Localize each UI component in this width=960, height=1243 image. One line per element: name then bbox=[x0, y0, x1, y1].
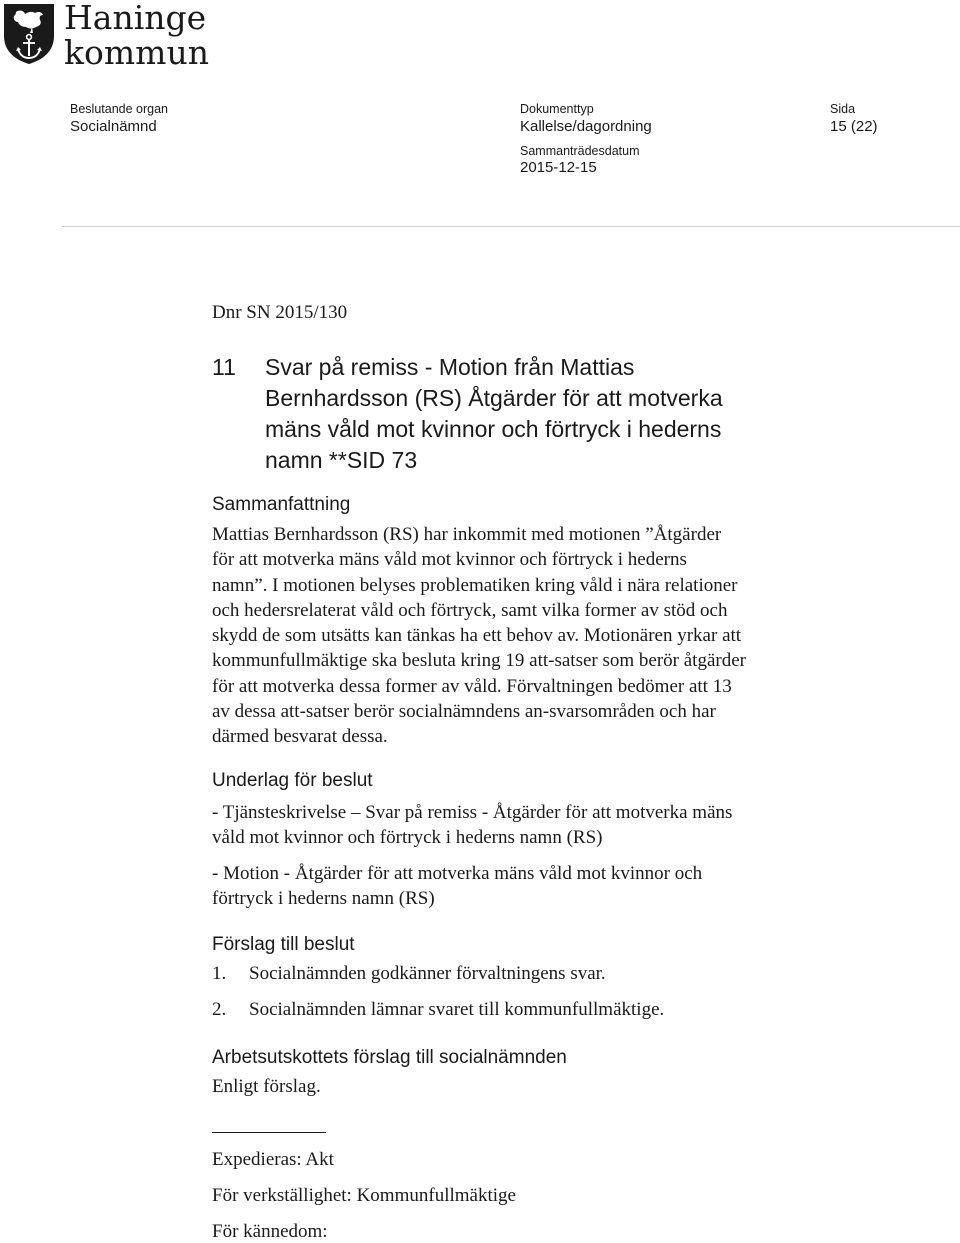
item-title-line: Bernhardsson (RS) Åtgärder för att motverka bbox=[265, 385, 723, 411]
page-number: 15 (22) bbox=[830, 118, 878, 135]
proposal-item-1 bbox=[212, 963, 606, 985]
basis-item-line: våld mot kvinnor och förtryck i hederns namn (RS) bbox=[212, 827, 603, 849]
summary-line: namn”. I motionen belyses problematiken kring våld i nära relationer bbox=[212, 574, 738, 596]
summary-line: för att motverka dessa former av våld. Förvaltningen bedömer att 13 bbox=[212, 675, 732, 697]
logo-text-line1: Haninge bbox=[64, 0, 207, 37]
meeting-date-label: Sammanträdesdatum bbox=[520, 144, 640, 158]
proposal-heading: Förslag till beslut bbox=[212, 934, 355, 955]
basis-item-line: - Tjänsteskrivelse – Svar på remiss - Åtgärder för att motverka mäns bbox=[212, 802, 733, 823]
organ-label: Beslutande organ bbox=[70, 102, 168, 116]
proposal-item-text: Socialnämnden lämnar svaret till kommunfullmäktige. bbox=[249, 999, 665, 1020]
summary-line: kommunfullmäktige ska besluta kring 19 att-satser som berör åtgärder bbox=[212, 650, 746, 672]
item-title-line: mäns våld mot kvinnor och förtryck i hederns bbox=[265, 416, 722, 442]
summary-line: för att motverka mäns våld mot kvinnor och förtryck i hederns bbox=[212, 549, 687, 571]
meeting-date-value: 2015-12-15 bbox=[520, 159, 597, 176]
basis-item-line: - Motion - Åtgärder för att motverka mäns våld mot kvinnor och bbox=[212, 863, 703, 884]
distribution-kannedom: För kännedom: bbox=[212, 1221, 328, 1242]
summary-text bbox=[212, 522, 832, 750]
basis-item-1 bbox=[212, 800, 832, 851]
signature-divider bbox=[212, 1132, 326, 1133]
committee-text: Enligt förslag. bbox=[212, 1076, 321, 1097]
proposal-item-text: Socialnämnden godkänner förvaltningens svar. bbox=[249, 963, 606, 984]
item-title-line: Svar på remiss - Motion från Mattias bbox=[265, 354, 635, 380]
committee-heading: Arbetsutskottets förslag till socialnämnden bbox=[212, 1047, 567, 1068]
header-divider bbox=[62, 226, 960, 227]
summary-heading: Sammanfattning bbox=[212, 494, 351, 515]
summary-line: Mattias Bernhardsson (RS) har inkommit med motionen ”Åtgärder bbox=[212, 524, 722, 545]
basis-item-line: förtryck i hederns namn (RS) bbox=[212, 888, 435, 910]
summary-line: därmed besvarat dessa. bbox=[212, 726, 388, 748]
page-label: Sida bbox=[830, 102, 856, 116]
item-title bbox=[265, 352, 865, 476]
basis-heading: Underlag för beslut bbox=[212, 770, 373, 791]
item-title-line: namn **SID 73 bbox=[265, 447, 418, 473]
summary-line: skydd de som utsätts kan tänkas ha ett behov av. Motionären yrkar att bbox=[212, 625, 742, 647]
distribution-verkstallighet: För verkställighet: Kommunfullmäktige bbox=[212, 1185, 516, 1206]
basis-item-2 bbox=[212, 861, 832, 912]
diary-number: Dnr SN 2015/130 bbox=[212, 302, 348, 323]
item-number: 11 bbox=[212, 354, 236, 380]
proposal-item-2 bbox=[212, 999, 664, 1021]
summary-line: av dessa att-satser berör socialnämndens an-svarsområden och har bbox=[212, 701, 716, 723]
summary-line: och hedersrelaterat våld och förtryck, samt vilka former av stöd och bbox=[212, 599, 728, 621]
coat-of-arms-icon bbox=[2, 2, 56, 66]
doctype-label: Dokumenttyp bbox=[520, 102, 594, 116]
logo-text-line2: kommun bbox=[64, 33, 209, 72]
doctype-value: Kallelse/dagordning bbox=[520, 118, 652, 135]
distribution-expedieras: Expedieras: Akt bbox=[212, 1149, 334, 1170]
proposal-item-number: 2. bbox=[212, 999, 227, 1020]
municipality-logo bbox=[0, 0, 230, 72]
organ-value: Socialnämnd bbox=[70, 118, 157, 135]
proposal-item-number: 1. bbox=[212, 963, 227, 984]
